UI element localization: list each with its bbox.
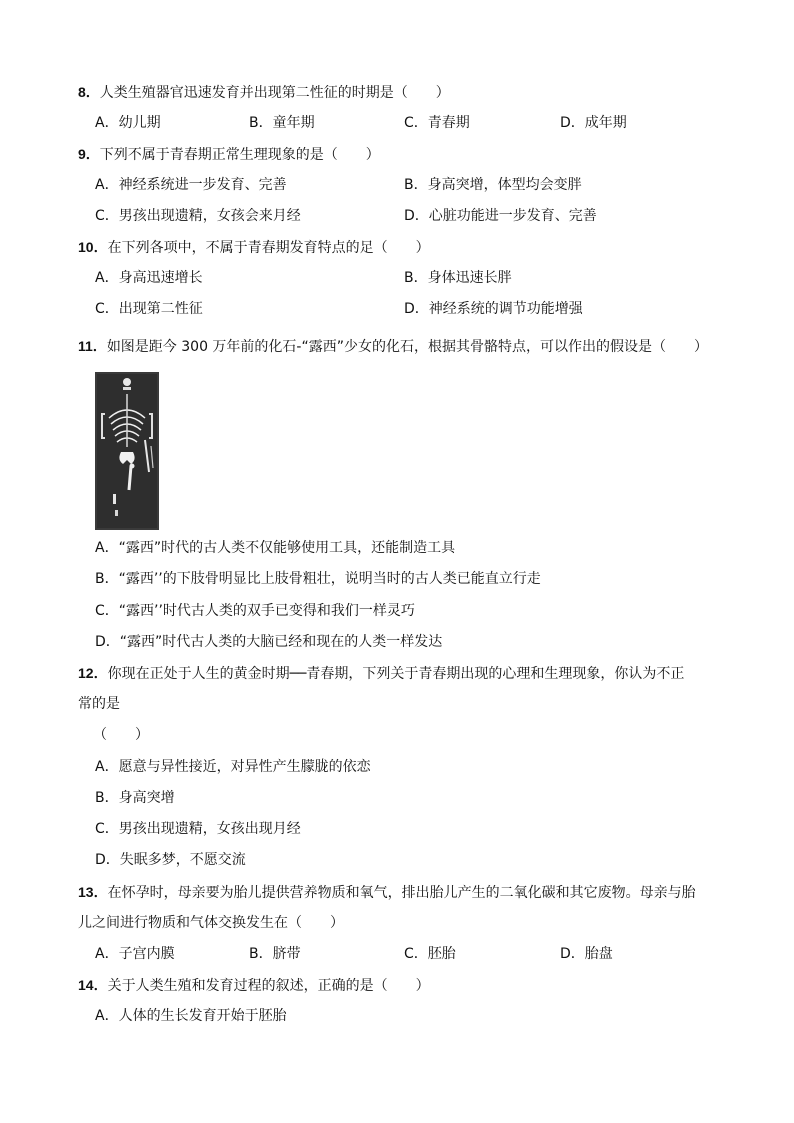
question-text: 关于人类生殖和发育过程的叙述，正确的是（ ） — [107, 978, 430, 994]
question-text-continued: 儿之间进行物质和气体交换发生在（ ） — [78, 915, 344, 931]
option-b: B．童年期 — [249, 115, 315, 131]
option-b: B．“露西’’的下肢骨明显比上肢骨粗壮，说明当时的古人类已能直立行走 — [95, 571, 541, 587]
question-14 — [78, 975, 430, 996]
question-12 — [78, 663, 684, 684]
option-a: A．人体的生长发育开始于胚胎 — [95, 1008, 287, 1024]
question-number: 11． — [78, 338, 107, 354]
option-b: B．身体迅速长胖 — [404, 270, 512, 286]
question-text-continued: 常的是 — [78, 696, 120, 712]
option-c: C．出现第二性征 — [95, 301, 203, 317]
question-13 — [78, 882, 696, 903]
question-text: 在怀孕时，母亲要为胎儿提供营养物质和氧气，排出胎儿产生的二氧化碳和其它废物。母亲与胎 — [107, 885, 696, 901]
lucy-fossil-image — [95, 372, 159, 530]
question-text: 下列不属于青春期正常生理现象的是（ ） — [99, 147, 380, 163]
option-d: D．成年期 — [560, 115, 627, 131]
question-10 — [78, 237, 430, 258]
question-number: 13． — [78, 884, 108, 900]
option-c: C．胚胎 — [404, 946, 456, 962]
option-c: C．男孩出现遗精，女孩会来月经 — [95, 208, 301, 224]
question-number: 14． — [78, 977, 108, 993]
option-a: A．“露西”时代的古人类不仅能够使用工具，还能制造工具 — [95, 540, 456, 556]
question-number: 9． — [78, 146, 100, 162]
option-d: D．失眠多梦，不愿交流 — [95, 852, 246, 868]
option-a: A．子宫内膜 — [95, 946, 175, 962]
question-text: 如图是距今 300 万年前的化石-“露西”少女的化石，根据其骨骼特点，可以作出的假设是（ ） — [106, 339, 708, 355]
question-9 — [78, 144, 380, 165]
question-text: 你现在正处于人生的黄金时期──青春期，下列关于青春期出现的心理和生理现象，你认为不正 — [107, 666, 685, 682]
question-text: 在下列各项中，不属于青春期发育特点的足（ ） — [107, 240, 430, 256]
option-d: D．神经系统的调节功能增强 — [404, 301, 583, 317]
option-c: C．“露西’’时代古人类的双手已变得和我们一样灵巧 — [95, 603, 415, 619]
option-b: B．身高突增 — [95, 790, 175, 806]
question-number: 8． — [78, 84, 100, 100]
question-11 — [78, 336, 708, 357]
option-d: D．“露西”时代古人类的大脑已经和现在的人类一样发达 — [95, 634, 443, 650]
option-b: B．身高突增，体型均会变胖 — [404, 177, 582, 193]
option-a: A．愿意与异性接近，对异性产生朦胧的依恋 — [95, 759, 371, 775]
option-c: C．青春期 — [404, 115, 470, 131]
option-a: A．身高迅速增长 — [95, 270, 203, 286]
question-8 — [78, 82, 450, 103]
option-a: A．神经系统进一步发育、完善 — [95, 177, 287, 193]
option-b: B．脐带 — [249, 946, 301, 962]
option-a: A．幼儿期 — [95, 115, 161, 131]
option-c: C．男孩出现遗精，女孩出现月经 — [95, 821, 301, 837]
option-d: D．心脏功能进一步发育、完善 — [404, 208, 597, 224]
question-number: 12． — [78, 665, 108, 681]
question-text: 人类生殖器官迅速发育并出现第二性征的时期是（ ） — [99, 85, 450, 101]
option-d: D．胎盘 — [560, 946, 613, 962]
question-number: 10． — [78, 239, 108, 255]
answer-blank: （ ） — [93, 727, 149, 743]
